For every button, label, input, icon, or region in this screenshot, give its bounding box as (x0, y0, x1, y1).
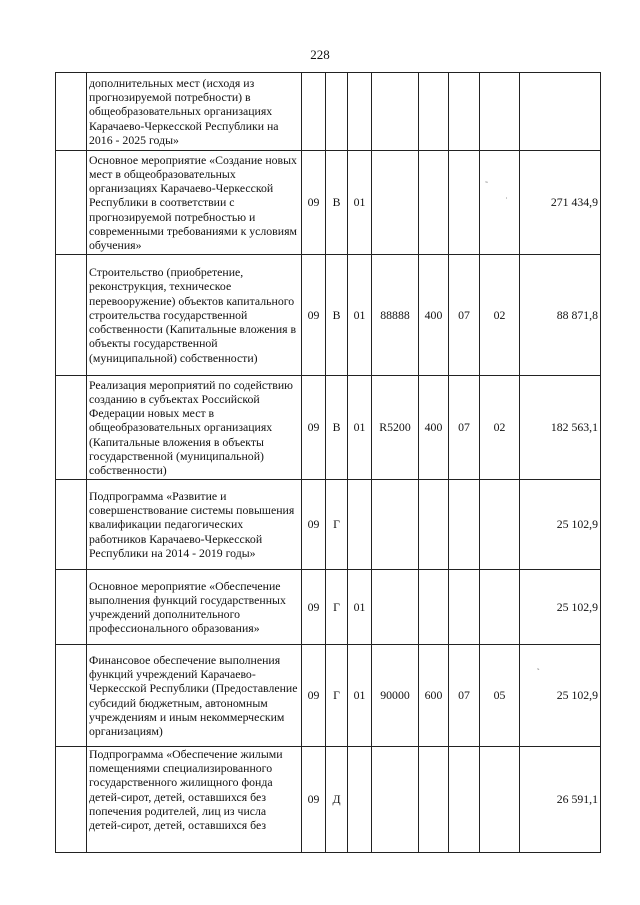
row-index-cell (56, 255, 87, 376)
row-index-cell (56, 480, 87, 570)
amount-cell: 26 591,1 (520, 747, 601, 853)
program-cell: В (326, 376, 348, 480)
direction-cell (372, 73, 419, 151)
subprogram-cell (348, 480, 372, 570)
pr-cell (480, 151, 520, 255)
program-cell: Г (326, 480, 348, 570)
vr-cell (419, 570, 449, 645)
pr-cell (480, 480, 520, 570)
table-row (56, 73, 601, 151)
rz-cell: 07 (449, 255, 480, 376)
row-index-cell (56, 73, 87, 151)
row-name-cell: Строительство (приобретение, реконструкция, техническое перевооружение) объектов капитального строительства государственной собственности (Капитальные вложения в объекты государственной (муниципальной) собственности) (87, 255, 302, 376)
rz-cell: 07 (449, 376, 480, 480)
subprogram-cell: 01 (348, 645, 372, 747)
vr-cell (419, 480, 449, 570)
kvsr-cell: 09 (302, 376, 326, 480)
pr-cell: 02 (480, 376, 520, 480)
rz-cell: 07 (449, 645, 480, 747)
row-index-cell (56, 747, 87, 853)
direction-cell: R5200 (372, 376, 419, 480)
table-row (56, 151, 601, 255)
vr-cell (419, 151, 449, 255)
kvsr-cell: 09 (302, 570, 326, 645)
row-name-cell: дополнительных мест (исходя из прогнозируемой потребности) в общеобразовательных организациях Карачаево-Черкесской Республики на 2016 - 2025 годы» (87, 73, 302, 151)
row-name-cell: Основное мероприятие «Создание новых мест в общеобразовательных организациях Карачаево-Черкесской Республики в соответствии с прогнозируемой потребностью и современными требованиями к условиям обучения» (87, 151, 302, 255)
vr-cell: 400 (419, 255, 449, 376)
subprogram-cell (348, 73, 372, 151)
kvsr-cell (302, 73, 326, 151)
rz-cell (449, 570, 480, 645)
subprogram-cell (348, 747, 372, 853)
direction-cell (372, 151, 419, 255)
program-cell (326, 73, 348, 151)
vr-cell (419, 747, 449, 853)
direction-cell (372, 570, 419, 645)
kvsr-cell: 09 (302, 747, 326, 853)
subprogram-cell: 01 (348, 151, 372, 255)
scan-artifact: ˙ (505, 196, 508, 206)
program-cell: Г (326, 570, 348, 645)
table-row (56, 255, 601, 376)
amount-cell: 271 434,9 (520, 151, 601, 255)
scan-artifact: ˜ (485, 180, 488, 190)
row-index-cell (56, 376, 87, 480)
row-name-cell: Подпрограмма «Обеспечение жилыми помещениями специализированного государственного жилищного фонда детей-сирот, детей, оставшихся без попечения родителей, лиц из числа детей-сирот, детей, оставшихся без (87, 747, 302, 853)
row-index-cell (56, 151, 87, 255)
kvsr-cell: 09 (302, 480, 326, 570)
rz-cell (449, 480, 480, 570)
row-name-cell: Основное мероприятие «Обеспечение выполнения функций государственных учреждений дополнительного профессионального образования» (87, 570, 302, 645)
row-name-cell: Финансовое обеспечение выполнения функций учреждений Карачаево-Черкесской Республики (Предоставление субсидий бюджетным, автономным учреждениям и иным некоммерческим организациям) (87, 645, 302, 747)
pr-cell (480, 73, 520, 151)
pr-cell (480, 570, 520, 645)
amount-cell: 25 102,9 (520, 645, 601, 747)
row-index-cell (56, 645, 87, 747)
row-name-cell: Подпрограмма «Развитие и совершенствование системы повышения квалификации педагогических работников Карачаево-Черкесской Республики на 2014 - 2019 годы» (87, 480, 302, 570)
table-row (56, 747, 601, 853)
kvsr-cell: 09 (302, 151, 326, 255)
subprogram-cell: 01 (348, 255, 372, 376)
table-row (56, 645, 601, 747)
subprogram-cell: 01 (348, 376, 372, 480)
direction-cell: 88888 (372, 255, 419, 376)
rz-cell (449, 73, 480, 151)
pr-cell: 02 (480, 255, 520, 376)
subprogram-cell: 01 (348, 570, 372, 645)
program-cell: Г (326, 645, 348, 747)
program-cell: В (326, 255, 348, 376)
program-cell: В (326, 151, 348, 255)
amount-cell: 182 563,1 (520, 376, 601, 480)
row-name-cell: Реализация мероприятий по содействию созданию в субъектах Российской Федерации новых мест в общеобразовательных организациях (Капитальные вложения в объекты государственной (муниципальной) собственности) (87, 376, 302, 480)
amount-cell (520, 73, 601, 151)
row-index-cell (56, 570, 87, 645)
page-number: 228 (310, 47, 330, 62)
pr-cell (480, 747, 520, 853)
table-row (56, 376, 601, 480)
rz-cell (449, 151, 480, 255)
amount-cell: 25 102,9 (520, 570, 601, 645)
kvsr-cell: 09 (302, 645, 326, 747)
program-cell: Д (326, 747, 348, 853)
kvsr-cell: 09 (302, 255, 326, 376)
amount-cell: 88 871,8 (520, 255, 601, 376)
pr-cell: 05 (480, 645, 520, 747)
vr-cell: 600 (419, 645, 449, 747)
direction-cell (372, 747, 419, 853)
vr-cell: 400 (419, 376, 449, 480)
scan-artifact: ˛ (537, 660, 540, 670)
table-row (56, 570, 601, 645)
vr-cell (419, 73, 449, 151)
budget-table (55, 72, 601, 853)
rz-cell (449, 747, 480, 853)
amount-cell: 25 102,9 (520, 480, 601, 570)
table-row (56, 480, 601, 570)
direction-cell: 90000 (372, 645, 419, 747)
direction-cell (372, 480, 419, 570)
